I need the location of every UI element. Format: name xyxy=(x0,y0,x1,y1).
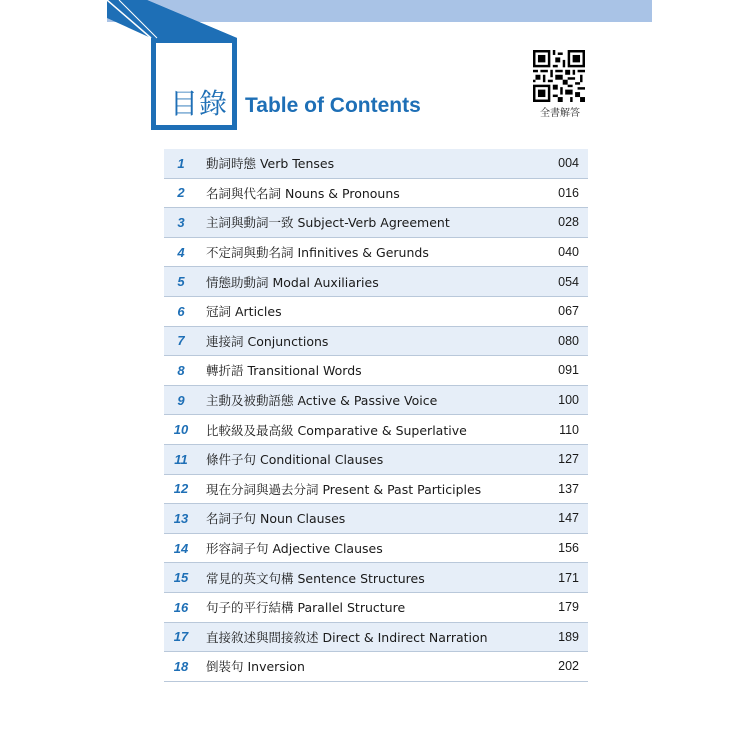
toc-row[interactable] xyxy=(164,415,588,445)
chapter-title: 條件子句 Conditional Clauses xyxy=(206,452,384,468)
chapter-title: 情態助動詞 Modal Auxiliaries xyxy=(206,274,379,290)
page-number: 156 xyxy=(558,541,579,556)
chapter-title: 主動及被動語態 Active & Passive Voice xyxy=(206,393,438,409)
chapter-title: 句子的平行結構 Parallel Structure xyxy=(206,600,406,616)
chapter-number: 5 xyxy=(177,274,185,290)
page-number: 016 xyxy=(558,185,579,200)
title-chinese: 目錄 xyxy=(170,87,229,120)
page-number: 137 xyxy=(558,481,579,496)
qr-caption: 全書解答 xyxy=(540,108,580,119)
chapter-title: 倒裝句 Inversion xyxy=(206,659,305,675)
chapter-title: 直接敘述與間接敘述 Direct & Indirect Narration xyxy=(206,629,488,645)
chapter-title: 主詞與動詞一致 Subject-Verb Agreement xyxy=(206,215,450,231)
chapter-number: 6 xyxy=(177,303,185,319)
chapter-number: 13 xyxy=(173,510,189,526)
page-number: 110 xyxy=(559,422,579,437)
chapter-title: 常見的英文句構 Sentence Structures xyxy=(206,570,425,586)
chapter-number: 3 xyxy=(177,214,185,230)
page-number: 054 xyxy=(558,274,579,289)
chapter-title: 名詞與代名詞 Nouns & Pronouns xyxy=(206,185,400,201)
chapter-title: 現在分詞與過去分詞 Present & Past Participles xyxy=(206,481,482,497)
chapter-number: 17 xyxy=(173,629,189,645)
chapter-number: 12 xyxy=(173,481,189,497)
chapter-title: 冠詞 Articles xyxy=(206,304,282,320)
chapter-title: 轉折語 Transitional Words xyxy=(206,363,362,379)
toc-row[interactable] xyxy=(164,327,588,357)
toc-row[interactable] xyxy=(164,534,588,564)
toc-row[interactable] xyxy=(164,356,588,386)
page-number: 080 xyxy=(558,333,579,348)
chapter-number: 18 xyxy=(173,658,189,674)
toc-row[interactable] xyxy=(164,563,588,593)
chapter-title: 不定詞與動名詞 Infinitives & Gerunds xyxy=(206,245,429,261)
chapter-number: 10 xyxy=(173,422,189,438)
chapter-number: 7 xyxy=(177,333,185,349)
chapter-number: 8 xyxy=(177,362,185,378)
chapter-title: 連接詞 Conjunctions xyxy=(206,333,329,349)
page-number: 091 xyxy=(558,363,579,378)
page-number: 147 xyxy=(558,511,579,526)
toc-row[interactable] xyxy=(164,652,588,682)
toc-row[interactable] xyxy=(164,267,588,297)
page-number: 202 xyxy=(558,659,579,674)
page-number: 028 xyxy=(558,215,579,230)
chapter-number: 4 xyxy=(177,244,185,260)
table-of-contents xyxy=(164,149,588,682)
page-number: 179 xyxy=(558,600,579,615)
toc-row[interactable] xyxy=(164,593,588,623)
chapter-number: 2 xyxy=(177,185,185,201)
chapter-title: 名詞子句 Noun Clauses xyxy=(206,511,346,527)
toc-row[interactable] xyxy=(164,238,588,268)
title-english: Table of Contents xyxy=(245,94,421,117)
toc-row[interactable] xyxy=(164,179,588,209)
page-number: 004 xyxy=(558,156,579,171)
toc-row[interactable] xyxy=(164,208,588,238)
chapter-number: 14 xyxy=(173,540,189,556)
toc-row[interactable] xyxy=(164,475,588,505)
toc-row[interactable] xyxy=(164,445,588,475)
chapter-title: 形容詞子句 Adjective Clauses xyxy=(206,541,383,557)
chapter-number: 1 xyxy=(177,155,185,171)
page-number: 100 xyxy=(558,393,579,408)
chapter-number: 15 xyxy=(173,570,189,586)
page-number: 189 xyxy=(558,629,579,644)
toc-row[interactable] xyxy=(164,297,588,327)
toc-row[interactable] xyxy=(164,386,588,416)
chapter-number: 9 xyxy=(177,392,185,408)
toc-row[interactable] xyxy=(164,149,588,179)
chapter-title: 比較級及最高級 Comparative & Superlative xyxy=(206,422,467,438)
toc-row[interactable] xyxy=(164,504,588,534)
page-number: 040 xyxy=(558,245,579,260)
chapter-number: 11 xyxy=(174,451,188,467)
page-number: 067 xyxy=(558,304,579,319)
chapter-number: 16 xyxy=(173,599,189,615)
page-number: 171 xyxy=(558,570,579,585)
page-number: 127 xyxy=(558,452,579,467)
toc-row[interactable] xyxy=(164,623,588,653)
chapter-title: 動詞時態 Verb Tenses xyxy=(206,156,335,172)
qr-code-icon[interactable] xyxy=(533,50,585,102)
